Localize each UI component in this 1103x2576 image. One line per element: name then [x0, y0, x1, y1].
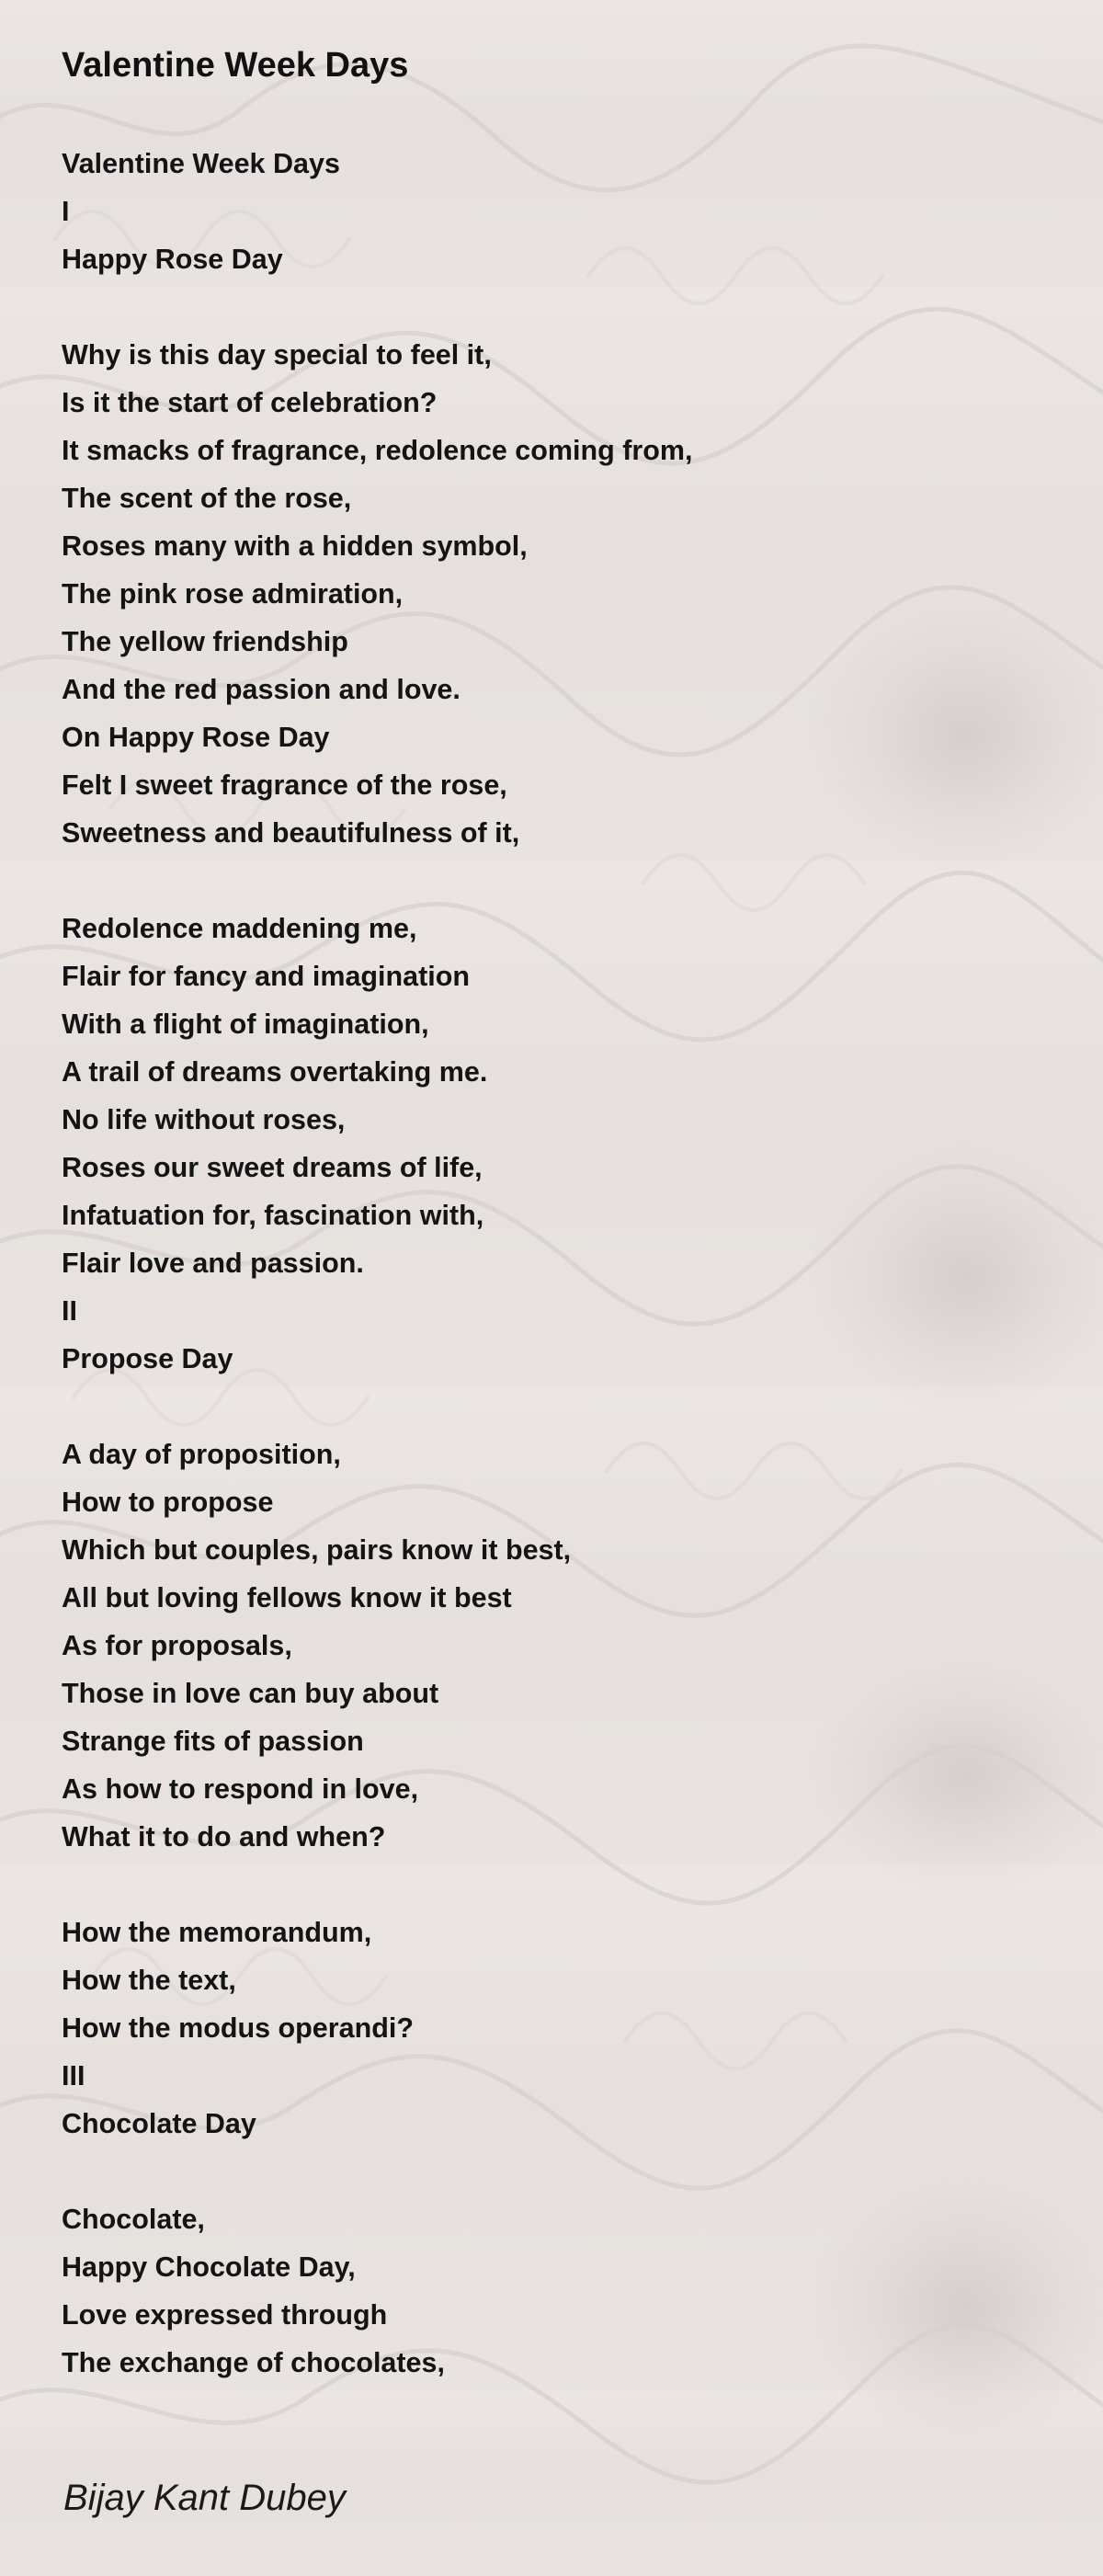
poem-line: All but loving fellows know it best [62, 1582, 512, 1613]
poem-line: Roses many with a hidden symbol, [62, 530, 528, 562]
poem-line: Which but couples, pairs know it best, [62, 1534, 572, 1566]
poem-line: The exchange of chocolates, [62, 2347, 445, 2378]
poem-line: It smacks of fragrance, redolence coming from, [62, 435, 693, 466]
poem-line: The pink rose admiration, [62, 578, 404, 610]
poem-line: No life without roses, [62, 1104, 346, 1135]
poem-line: Redolence maddening me, [62, 913, 417, 944]
stanza-break [62, 857, 692, 905]
poem-line: A trail of dreams overtaking me. [62, 1056, 488, 1088]
stanza-break [62, 283, 692, 331]
poem-title: Valentine Week Days [62, 46, 409, 85]
poem-line: Happy Chocolate Day, [62, 2251, 356, 2283]
stanza-break [62, 1383, 692, 1430]
poem-line: And the red passion and love. [62, 674, 461, 705]
poem-line: The scent of the rose, [62, 483, 352, 514]
poem-line: Those in love can buy about [62, 1678, 439, 1709]
poem-line: I [62, 196, 70, 227]
poem-line: Why is this day special to feel it, [62, 339, 492, 370]
poem-line: Love expressed through [62, 2299, 388, 2331]
poem-line: What it to do and when? [62, 1821, 386, 1852]
poem-line: A day of proposition, [62, 1439, 341, 1470]
poem-line: How the text, [62, 1965, 236, 1996]
poem-line: How the modus operandi? [62, 2012, 414, 2044]
poem-body [62, 140, 692, 2387]
poem-line: Felt I sweet fragrance of the rose, [62, 769, 507, 801]
poem-line: Flair for fancy and imagination [62, 961, 471, 992]
poem-line: Strange fits of passion [62, 1726, 364, 1757]
poem-line: Valentine Week Days [62, 148, 340, 179]
poem-line: Happy Rose Day [62, 244, 283, 275]
poem-line: On Happy Rose Day [62, 722, 330, 753]
poem-line: III [62, 2060, 85, 2092]
poem-line: Propose Day [62, 1343, 233, 1374]
poem-line: How the memorandum, [62, 1917, 372, 1948]
poem-line: The yellow friendship [62, 626, 348, 657]
poem-line: As how to respond in love, [62, 1773, 419, 1805]
poem-author: Bijay Kant Dubey [63, 2478, 346, 2518]
poem-line: Is it the start of celebration? [62, 387, 438, 418]
poem-line: II [62, 1295, 77, 1327]
poem-line: Chocolate Day [62, 2108, 256, 2139]
poem-line: As for proposals, [62, 1630, 292, 1661]
stanza-break [62, 1861, 692, 1909]
stanza-break [62, 2148, 692, 2195]
poem-line: Infatuation for, fascination with, [62, 1200, 484, 1231]
poem-line: With a flight of imagination, [62, 1009, 429, 1040]
poem-line: Roses our sweet dreams of life, [62, 1152, 483, 1183]
poem-line: Chocolate, [62, 2204, 205, 2235]
poem-line: Flair love and passion. [62, 1248, 364, 1279]
poem-line: How to propose [62, 1487, 274, 1518]
poem-line: Sweetness and beautifulness of it, [62, 817, 520, 849]
